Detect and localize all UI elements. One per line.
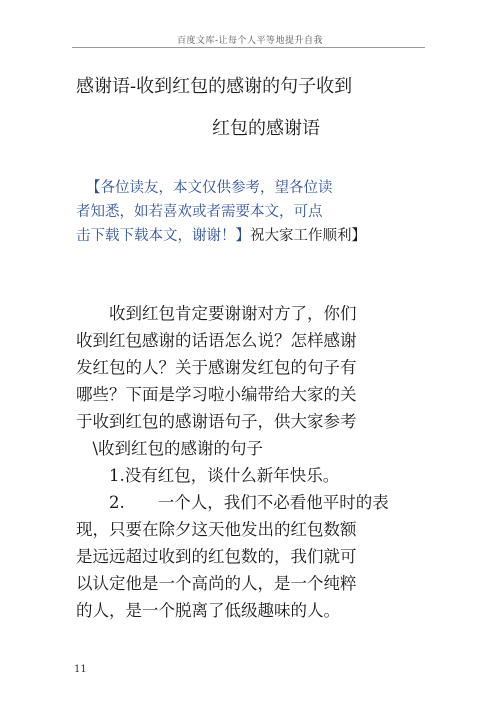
document-title-line-2: 红包的感谢语 [212, 118, 320, 139]
page-number: 11 [74, 664, 87, 675]
body-line: 发红包的人？关于感谢发红包的句子有 [76, 358, 357, 377]
notice-text: 击下载下载本文，谢谢！】 [76, 228, 250, 244]
body-line: 2. 一个人，我们不必看他平时的表 [76, 493, 389, 512]
body-line: \收到红包的感谢的句子 [76, 439, 264, 458]
document-title-line-1: 感谢语-收到红包的感谢的句子收到 [76, 76, 353, 97]
notice-text: 【各位读友，本文仅供参考，望各位读 [86, 180, 333, 196]
header-divider [72, 47, 425, 48]
body-line: 1.没有红包，谈什么新年快乐。 [76, 466, 340, 485]
notice-line-1 [86, 176, 333, 200]
body-line: 现，只要在除夕这天他发出的红包数额 [76, 520, 357, 539]
notice-text: 者知悉，如若喜欢或者需要本文，可点 [76, 204, 323, 220]
body-line: 是远远超过收到的红包数的，我们就可 [76, 547, 357, 566]
body-line: 收到红包肯定要谢谢对方了，你们 [76, 304, 357, 323]
notice-line-2 [76, 200, 323, 224]
notice-text-dark: 祝大家工作顺利】 [250, 228, 366, 244]
body-line: 以认定他是一个高尚的人，是一个纯粹 [76, 574, 357, 593]
notice-line-3 [76, 224, 366, 248]
body-line: 的人，是一个脱离了低级趣味的人。 [76, 601, 340, 620]
body-line: 于收到红包的感谢语句子，供大家参考 [76, 412, 357, 431]
page-header: 百度文库-让每个人平等地提升自我 [176, 36, 324, 46]
body-line: 收到红包感谢的话语怎么说？怎样感谢 [76, 331, 357, 350]
body-line: 哪些？下面是学习啦小编带给大家的关 [76, 385, 357, 404]
